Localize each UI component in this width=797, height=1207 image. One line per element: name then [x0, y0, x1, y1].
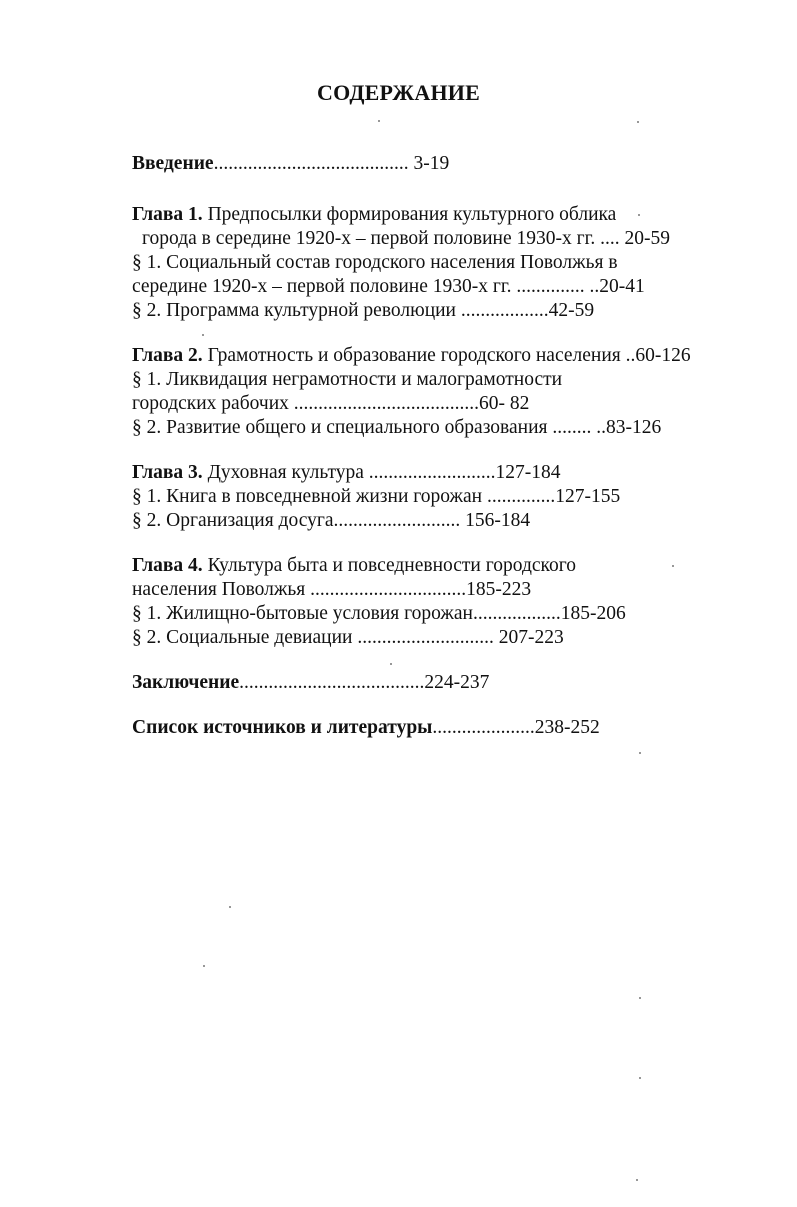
toc-entry-introduction — [132, 152, 449, 176]
toc-entry-text: Культура быта и повседневности городского — [202, 555, 577, 576]
toc-entry-conclusion — [132, 671, 489, 695]
scan-speck — [639, 997, 641, 999]
toc-entry-text: § 2. Организация досуга.......................... 156-184 — [132, 510, 531, 531]
toc-entry-bold-label: Список источников и литературы — [132, 717, 433, 738]
toc-entry-bold-label: Заключение — [132, 672, 240, 693]
toc-entry-chapter-4 — [132, 554, 576, 578]
toc-entry-text: § 1. Социальный состав городского населения Поволжья в — [132, 252, 618, 273]
toc-entry-chapter-4-section-1 — [132, 602, 626, 626]
scan-speck — [203, 965, 205, 967]
toc-entry-chapter-4-cont — [132, 578, 531, 602]
scan-speck — [229, 906, 231, 908]
toc-entry-bold-label: Глава 3. — [132, 462, 203, 483]
toc-entry-chapter-4-section-2 — [132, 626, 564, 650]
toc-entry-text: § 2. Социальные девиации ............................ 207-223 — [132, 627, 564, 648]
toc-entry-chapter-3-section-2 — [132, 509, 530, 533]
toc-entry-bold-label: Глава 1. — [132, 204, 203, 225]
toc-entry-bold-label: Глава 2. — [132, 345, 203, 366]
toc-entry-text: Предпосылки формирования культурного облика — [202, 204, 617, 225]
toc-entry-chapter-2-section-1-cont — [132, 392, 529, 416]
toc-entry-text: Духовная культура ..........................127-184 — [202, 462, 561, 483]
scan-speck — [638, 214, 640, 216]
scan-speck — [639, 1077, 641, 1079]
toc-entry-text: § 2. Развитие общего и специального образования ........ ..83-126 — [132, 417, 662, 438]
toc-entry-bibliography — [132, 716, 600, 740]
toc-entry-text: § 1. Жилищно-бытовые условия горожан..................185-206 — [132, 603, 626, 624]
toc-entry-chapter-2 — [132, 344, 691, 368]
toc-entry-bold-label: Введение — [132, 153, 214, 174]
toc-entry-chapter-1 — [132, 203, 616, 227]
scan-speck — [390, 663, 392, 665]
toc-entry-text: .....................238-252 — [432, 717, 600, 738]
scan-speck — [672, 565, 674, 567]
toc-entry-chapter-1-section-1 — [132, 251, 618, 275]
page-title: СОДЕРЖАНИЕ — [317, 80, 480, 105]
toc-entry-text: § 1. Ликвидация неграмотности и малограмотности — [132, 369, 563, 390]
toc-entry-text: § 1. Книга в повседневной жизни горожан ..............127-155 — [132, 486, 621, 507]
scan-speck — [636, 1179, 638, 1181]
toc-entry-chapter-1-section-2 — [132, 299, 594, 323]
toc-entry-bold-label: Глава 4. — [132, 555, 203, 576]
toc-entry-text: середине 1920-х – первой половине 1930-х гг. .............. ..20-41 — [132, 276, 645, 297]
toc-entry-chapter-3 — [132, 461, 561, 485]
toc-entry-chapter-2-section-2 — [132, 416, 661, 440]
scan-speck — [378, 120, 380, 122]
toc-entry-text: ........................................ 3-19 — [213, 153, 450, 174]
scan-speck — [202, 334, 204, 336]
scan-speck — [639, 752, 641, 754]
toc-entry-text: Грамотность и образование городского населения ..60-126 — [202, 345, 691, 366]
toc-entry-text: § 2. Программа культурной революции ..................42-59 — [132, 300, 595, 321]
toc-entry-chapter-3-section-1 — [132, 485, 620, 509]
scan-speck — [637, 121, 639, 123]
toc-entry-chapter-1-cont — [142, 227, 670, 251]
toc-entry-chapter-1-section-1-cont — [132, 275, 645, 299]
toc-entry-text: городских рабочих ......................................60- 82 — [132, 393, 530, 414]
toc-entry-text: города в середине 1920-х – первой половине 1930-х гг. .... 20-59 — [142, 228, 671, 249]
toc-entry-chapter-2-section-1 — [132, 368, 562, 392]
toc-entry-text: населения Поволжья ................................185-223 — [132, 579, 532, 600]
toc-entry-text: ......................................224-237 — [239, 672, 490, 693]
